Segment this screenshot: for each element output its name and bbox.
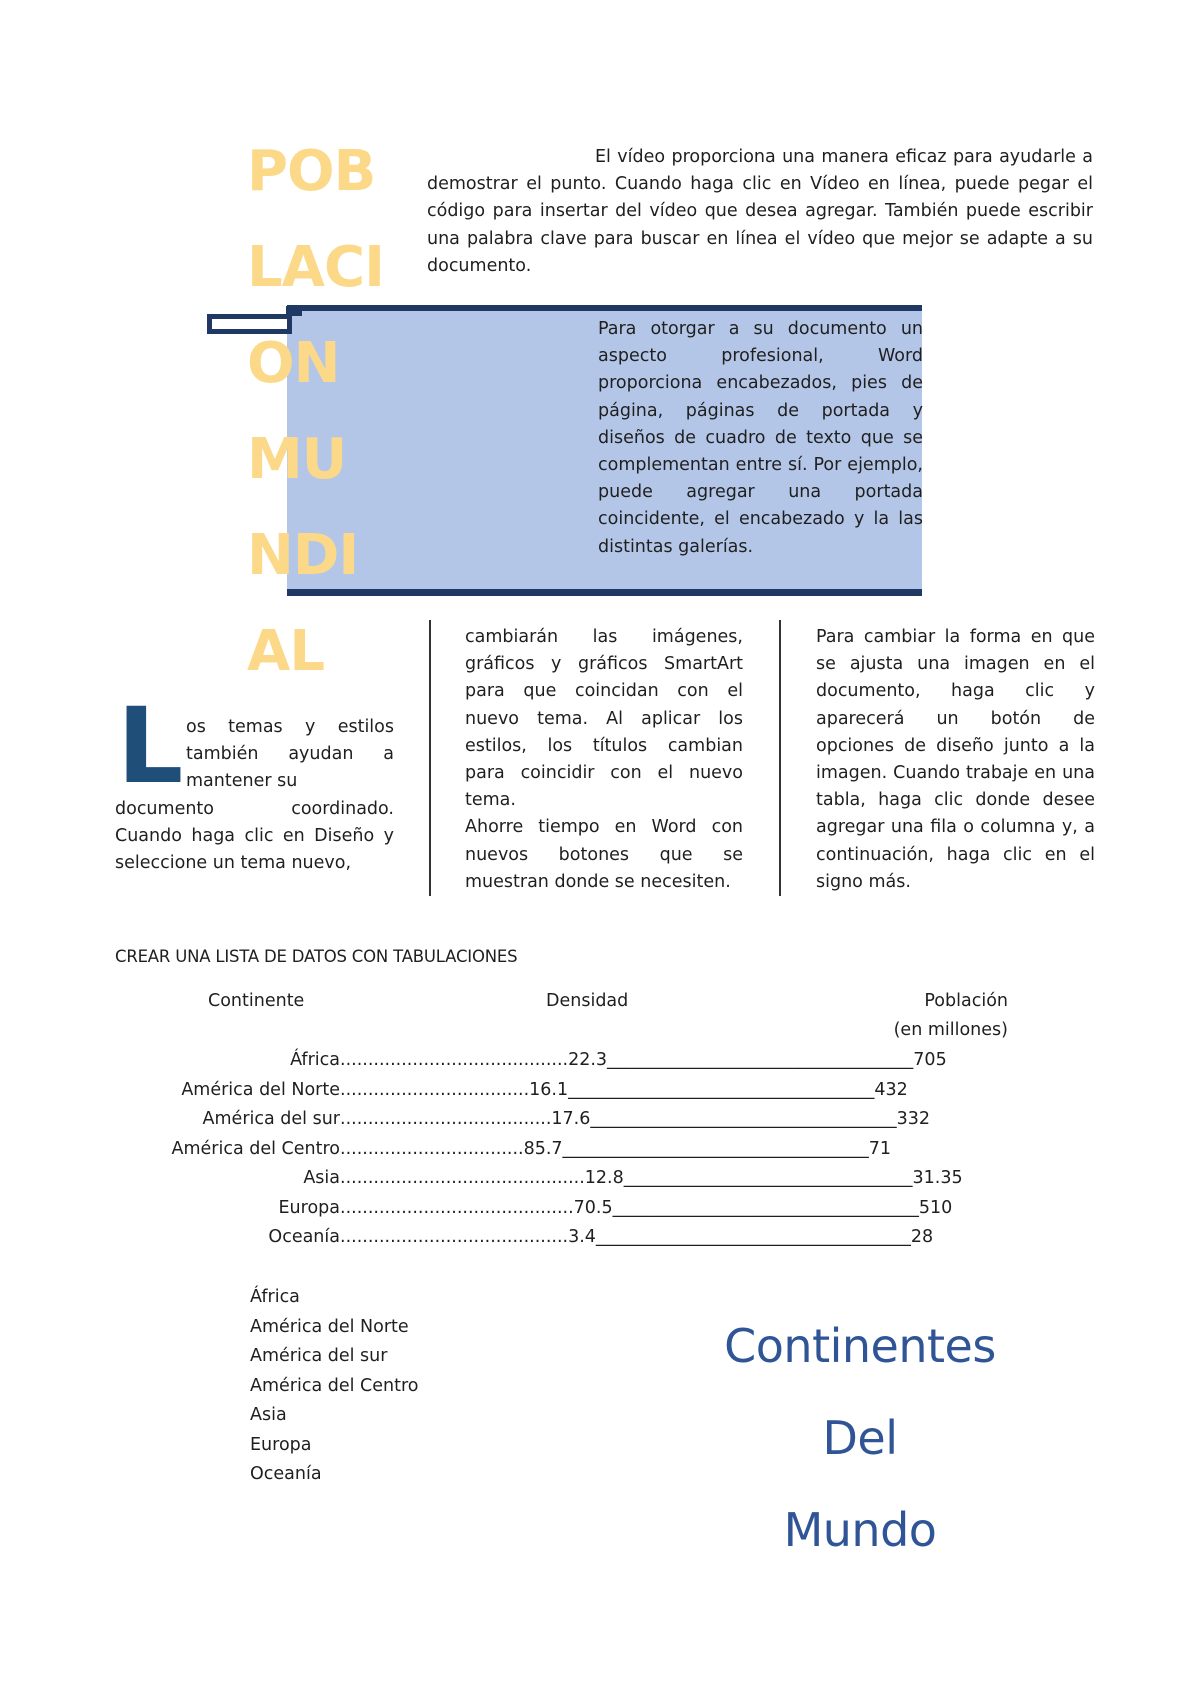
list-item	[214, 1313, 419, 1343]
list-item	[214, 1431, 419, 1461]
row-leader: ..................................	[340, 1079, 530, 1100]
row-values	[340, 1164, 963, 1194]
row-values	[340, 1046, 947, 1076]
row-population: 432	[874, 1079, 908, 1100]
row-underline: _________________________________	[623, 1168, 913, 1188]
row-leader: ..........................................	[340, 1197, 574, 1218]
side-title-line-3: Mundo	[783, 1503, 937, 1557]
row-leader: .................................	[340, 1138, 524, 1159]
list-item-label: Oceanía	[250, 1464, 322, 1484]
column-divider-1	[429, 620, 431, 896]
side-title	[690, 1300, 1030, 1576]
table-row	[0, 1164, 963, 1194]
row-density: 17.6	[551, 1109, 591, 1129]
side-title-line-2: Del	[822, 1411, 898, 1465]
row-population: 332	[896, 1109, 931, 1129]
row-leader: .........................................	[340, 1050, 569, 1070]
row-density: 85.7	[523, 1138, 563, 1159]
list-item-label: África	[250, 1287, 300, 1307]
row-population: 28	[910, 1227, 934, 1247]
row-density: 22.3	[568, 1050, 608, 1070]
row-population: 510	[918, 1197, 953, 1218]
row-continent: América del sur	[202, 1109, 340, 1129]
table-row	[0, 1105, 963, 1135]
row-population: 705	[913, 1050, 947, 1070]
row-values	[340, 1135, 891, 1165]
drop-cap: L	[117, 685, 184, 807]
callout-tab-mark	[286, 306, 302, 316]
column-1-first-lines: os temas y estilos también ayudan a mantener su	[186, 717, 394, 792]
row-leader: .........................................	[340, 1227, 569, 1247]
title-line-3: ON	[247, 331, 340, 396]
bullet-icon	[214, 1431, 250, 1461]
section-heading: CREAR UNA LISTA DE DATOS CON TABULACIONES	[115, 947, 518, 966]
list-item	[214, 1283, 419, 1313]
table-row	[0, 1223, 963, 1253]
data-table	[0, 1046, 963, 1253]
list-item	[214, 1342, 419, 1372]
header-density: Densidad	[546, 991, 629, 1011]
callout-text: Para otorgar a su documento un aspecto profesional, Word proporciona encabezados, pies de página, páginas de portada y diseños de cuadro de texto que se complementan entre sí. Por ejemplo, puede agregar una portada coincidente, el encabezado y la las distintas galerías.	[598, 319, 923, 557]
table-row	[0, 1046, 963, 1076]
title-line-6: AL	[247, 619, 325, 684]
row-leader: ............................................	[340, 1168, 585, 1188]
row-underline: ___________________________________	[568, 1079, 875, 1100]
table-row	[0, 1076, 963, 1106]
table-row	[0, 1135, 963, 1165]
title-line-1: POB	[247, 139, 376, 204]
header-population	[860, 987, 1008, 1045]
list-item	[214, 1372, 419, 1402]
row-continent: Oceanía	[268, 1227, 340, 1247]
row-underline: ____________________________________	[595, 1227, 911, 1247]
row-continent: América del Centro	[171, 1138, 340, 1159]
callout-top-rule	[287, 305, 922, 311]
column-2-paragraph-1: cambiarán las imágenes, gráficos y gráficos SmartArt para que coincidan con el nuevo tema. Al aplicar los estilos, los títulos cambian para coincidir con el nuevo tema.	[465, 627, 743, 811]
title-line-2: LACI	[247, 235, 384, 300]
title-line-4: MU	[247, 427, 347, 492]
row-density: 12.8	[584, 1168, 624, 1188]
list-item-label: América del Norte	[250, 1316, 409, 1337]
continent-bullet-list	[214, 1283, 419, 1490]
bullet-icon	[214, 1372, 250, 1402]
row-leader: ......................................	[340, 1109, 552, 1129]
row-values	[340, 1105, 930, 1135]
bullet-icon	[214, 1313, 250, 1343]
row-population: 71	[868, 1138, 892, 1159]
header-continent: Continente	[208, 991, 305, 1011]
intro-paragraph: El vídeo proporciona una manera eficaz para ayudarle a demostrar el punto. Cuando haga clic en Vídeo en línea, puede pegar el código para insertar del vídeo que desea agregar. También puede escribir una palabra clave para buscar en línea el vídeo que mejor se adapte a su documento.	[427, 147, 1093, 276]
row-underline: ___________________________________	[612, 1197, 919, 1218]
column-divider-2	[779, 620, 781, 896]
table-row	[0, 1194, 963, 1224]
row-density: 3.4	[568, 1227, 596, 1247]
row-continent: África	[290, 1050, 340, 1070]
row-population: 31.35	[912, 1168, 963, 1188]
row-values	[340, 1194, 952, 1224]
row-underline: ___________________________________	[590, 1109, 897, 1129]
side-title-line-1: Continentes	[724, 1319, 996, 1373]
bullet-icon	[214, 1283, 250, 1313]
bullet-icon	[214, 1460, 250, 1490]
header-population-line2: (en millones)	[893, 1020, 1008, 1040]
list-item-label: Europa	[250, 1434, 312, 1455]
row-density: 70.5	[573, 1197, 613, 1218]
row-underline: ___________________________________	[607, 1050, 914, 1070]
list-item	[214, 1460, 419, 1490]
list-item-label: Asia	[250, 1405, 287, 1425]
list-item-label: América del sur	[250, 1346, 388, 1366]
row-values	[340, 1223, 933, 1253]
column-1-text: documento coordinado. Cuando haga clic en Diseño y seleccione un tema nuevo,	[115, 799, 394, 874]
list-item-label: América del Centro	[250, 1375, 419, 1396]
header-population-line1: Población	[924, 991, 1008, 1011]
column-2-paragraph-2: Ahorre tiempo en Word con nuevos botones que se muestran donde se necesiten.	[465, 817, 743, 892]
column-2	[465, 624, 743, 896]
callout-bottom-rule	[287, 589, 922, 596]
row-continent: Europa	[278, 1197, 340, 1218]
list-item	[214, 1401, 419, 1431]
row-density: 16.1	[529, 1079, 569, 1100]
row-continent: América del Norte	[181, 1079, 340, 1100]
column-3: Para cambiar la forma en que se ajusta una imagen en el documento, haga clic y aparecerá un botón de opciones de diseño junto a la imagen. Cuando trabaje en una tabla, haga clic donde desee agregar una fila o columna y, a continuación, haga clic en el signo más.	[816, 627, 1095, 892]
bullet-icon	[214, 1401, 250, 1431]
title-line-5: NDI	[247, 523, 359, 588]
bullet-icon	[214, 1342, 250, 1372]
row-underline: ___________________________________	[562, 1138, 869, 1159]
row-continent: Asia	[303, 1168, 340, 1188]
row-values	[340, 1076, 908, 1106]
